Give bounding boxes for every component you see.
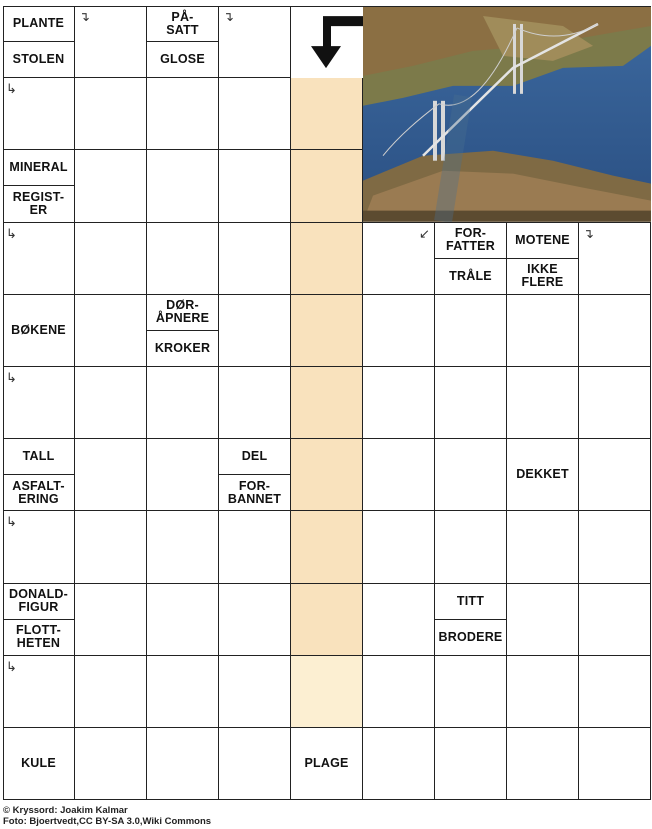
answer-cell[interactable] <box>507 295 579 367</box>
credits <box>3 805 211 827</box>
clue-cell-motene-ikkeflere <box>507 223 579 295</box>
clue-text: TRÅLE <box>435 258 506 294</box>
clue-cell-mineral-register <box>3 150 75 222</box>
answer-cell[interactable] <box>579 728 651 800</box>
clue-cell-bokene <box>3 295 75 367</box>
answer-cell[interactable] <box>435 656 507 728</box>
clue-text: DEKKET <box>516 467 569 482</box>
answer-cell[interactable] <box>219 150 291 222</box>
answer-cell[interactable] <box>147 367 219 439</box>
answer-cell[interactable] <box>579 367 651 439</box>
answer-cell[interactable] <box>75 150 147 222</box>
arrow-right-icon: ↳ <box>6 81 17 97</box>
answer-cell[interactable] <box>147 584 219 656</box>
crossword-grid <box>3 6 651 800</box>
clue-text: PLANTE <box>12 16 65 31</box>
answer-cell[interactable] <box>507 728 579 800</box>
answer-cell[interactable] <box>219 584 291 656</box>
answer-cell[interactable] <box>219 728 291 800</box>
answer-cell[interactable] <box>435 728 507 800</box>
answer-cell[interactable] <box>507 656 579 728</box>
arrow-down-icon: ↴ <box>583 225 594 241</box>
answer-cell[interactable] <box>75 78 147 150</box>
solution-cell[interactable] <box>291 223 363 295</box>
answer-cell[interactable] <box>507 511 579 583</box>
bridge-photo <box>363 6 651 223</box>
solution-cell[interactable] <box>291 511 363 583</box>
answer-cell[interactable] <box>507 584 579 656</box>
clue-text: KROKER <box>147 330 218 366</box>
answer-cell[interactable] <box>75 439 147 511</box>
clue-text: STOLEN <box>3 41 74 77</box>
answer-cell[interactable] <box>219 223 291 295</box>
solution-cell[interactable] <box>291 584 363 656</box>
solution-cell[interactable] <box>291 439 363 511</box>
answer-cell[interactable] <box>363 295 435 367</box>
clue-text: GLOSE <box>147 41 218 77</box>
answer-cell[interactable] <box>147 728 219 800</box>
answer-cell[interactable] <box>579 584 651 656</box>
arrow-down-icon: ↴ <box>79 9 90 24</box>
answer-cell[interactable] <box>75 223 147 295</box>
clue-text: ASFALT- ERING <box>3 474 74 510</box>
clue-cell-dekket <box>507 439 579 511</box>
clue-text: MINERAL <box>9 160 68 175</box>
answer-cell[interactable] <box>579 439 651 511</box>
answer-cell[interactable] <box>219 78 291 150</box>
clue-text: PÅ- SATT <box>166 9 199 37</box>
clue-text: DØR- ÅPNERE <box>155 298 210 326</box>
clue-cell-tall-asfaltering <box>3 439 75 511</box>
clue-text: TALL <box>22 449 55 464</box>
answer-cell[interactable] <box>147 656 219 728</box>
clue-text: BRODERE <box>435 619 506 655</box>
solution-cell[interactable] <box>291 295 363 367</box>
clue-text: FOR- BANNET <box>219 474 290 510</box>
solution-arrow-icon <box>291 6 363 78</box>
answer-cell[interactable] <box>435 439 507 511</box>
solution-cell[interactable] <box>291 656 363 728</box>
clue-text: REGIST- ER <box>3 185 74 221</box>
clue-cell-plage <box>291 728 363 800</box>
answer-cell[interactable] <box>363 584 435 656</box>
answer-cell[interactable] <box>75 295 147 367</box>
clue-text: KULE <box>21 756 56 771</box>
answer-cell[interactable] <box>75 367 147 439</box>
clue-text: IKKE FLERE <box>507 258 578 294</box>
clue-cell-doraapnere-kroker <box>147 295 219 367</box>
answer-cell[interactable] <box>363 728 435 800</box>
answer-cell[interactable] <box>147 439 219 511</box>
answer-cell[interactable] <box>507 367 579 439</box>
answer-cell[interactable] <box>579 511 651 583</box>
clue-text: MOTENE <box>515 232 570 247</box>
answer-cell[interactable] <box>147 150 219 222</box>
answer-cell[interactable] <box>363 367 435 439</box>
clue-cell-titt-brodere <box>435 584 507 656</box>
clue-cell-plante-stolen <box>3 6 75 78</box>
answer-cell[interactable] <box>219 656 291 728</box>
answer-cell[interactable] <box>363 511 435 583</box>
arrow-down-left-icon: ↙ <box>419 225 430 241</box>
arrow-right-icon: ↳ <box>6 370 17 385</box>
answer-cell[interactable] <box>147 511 219 583</box>
answer-cell[interactable] <box>219 511 291 583</box>
clue-cell-paasatt-glose <box>147 6 219 78</box>
arrow-right-icon: ↳ <box>6 514 17 530</box>
answer-cell[interactable] <box>363 439 435 511</box>
credits-author: © Kryssord: Joakim Kalmar <box>3 805 128 816</box>
answer-cell[interactable] <box>75 511 147 583</box>
answer-cell[interactable] <box>435 295 507 367</box>
answer-cell[interactable] <box>75 584 147 656</box>
answer-cell[interactable] <box>75 728 147 800</box>
solution-cell[interactable] <box>291 150 363 222</box>
clue-cell-forfatter-traale <box>435 223 507 295</box>
answer-cell[interactable] <box>219 367 291 439</box>
arrow-right-icon: ↳ <box>6 658 17 674</box>
answer-cell[interactable] <box>75 656 147 728</box>
answer-cell[interactable] <box>363 656 435 728</box>
clue-text: FOR- FATTER <box>446 226 495 254</box>
arrow-right-icon: ↳ <box>6 225 17 241</box>
clue-text: DEL <box>241 449 268 464</box>
answer-cell[interactable] <box>219 295 291 367</box>
clue-text: FLOTT- HETEN <box>3 619 74 655</box>
clue-text: BØKENE <box>11 322 66 337</box>
clue-cell-del-forbannet <box>219 439 291 511</box>
solution-cell[interactable] <box>291 367 363 439</box>
answer-cell[interactable] <box>147 223 219 295</box>
arrow-down-icon: ↴ <box>223 9 234 24</box>
answer-cell[interactable] <box>579 656 651 728</box>
clue-text: TITT <box>456 593 485 608</box>
credits-photo: Foto: Bjoertvedt,CC BY-SA 3.0,Wiki Commons <box>3 816 212 827</box>
answer-cell[interactable] <box>435 511 507 583</box>
solution-cell[interactable] <box>291 78 363 150</box>
clue-cell-donald-flotthet <box>3 584 75 656</box>
clue-cell-kule <box>3 728 75 800</box>
clue-text: PLAGE <box>304 756 349 771</box>
answer-cell[interactable] <box>435 367 507 439</box>
answer-cell[interactable] <box>147 78 219 150</box>
answer-cell[interactable] <box>579 295 651 367</box>
clue-text: DONALD- FIGUR <box>8 587 69 615</box>
